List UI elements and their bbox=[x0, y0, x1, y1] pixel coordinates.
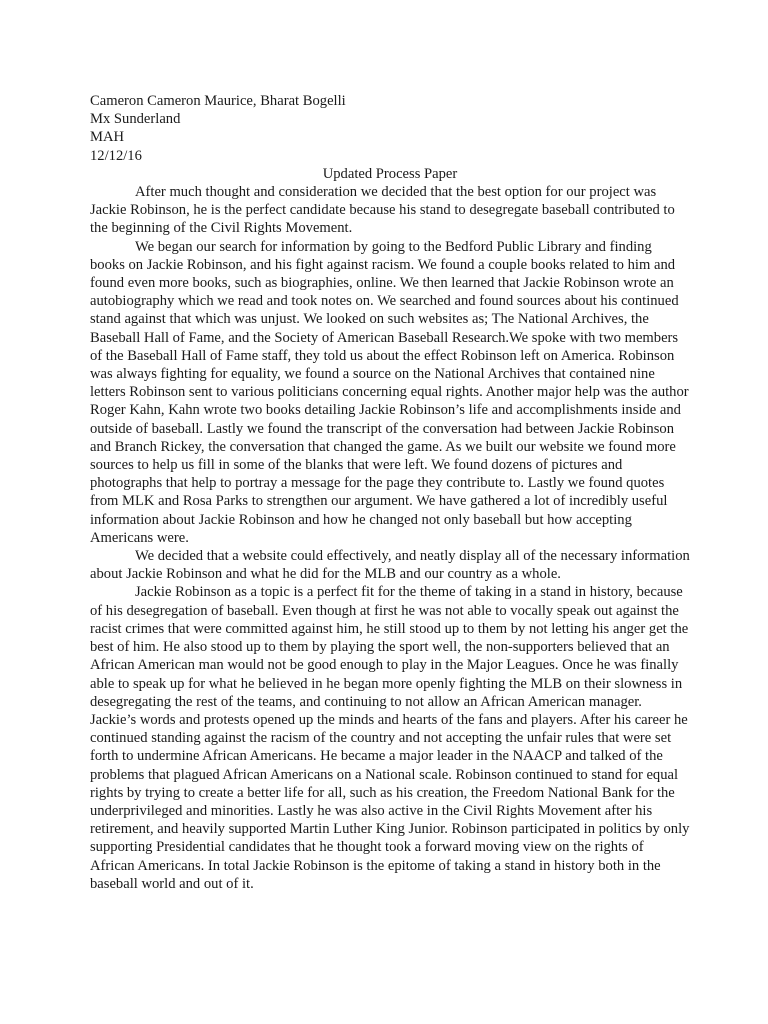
document-page bbox=[90, 92, 690, 893]
body-paragraph-research: We began our search for information by going to the Bedford Public Library and finding books on Jackie Robinson, and his fight against racism. We found a couple books related to him and found even more books, such as biographies, online. We then learned that Jackie Robinson wrote an autobiography which we read and took notes on. We searched and found sources about his continued stand against that which was unjust. We looked on such websites as; The National Archives, the Baseball Hall of Fame, and the Society of American Baseball Research.We spoke with two members of the Baseball Hall of Fame staff, they told us about the effect Robinson left on America. Robinson was always fighting for equality, we found a source on the National Archives that contained nine letters Robinson sent to various politicians concerning equal rights. Another major help was the author Roger Kahn, Kahn wrote two books detailing Jackie Robinson’s life and accomplishments inside and outside of baseball. Lastly we found the transcript of the conversation had between Jackie Robinson and Branch Rickey, the conversation that changed the game. As we built our website we found more sources to help us fill in some of the blanks that were left. We found dozens of pictures and photographs that help to portray a message for the page they contribute to. Lastly we found quotes from MLK and Rosa Parks to strengthen our argument. We have gathered a lot of incredibly useful information about Jackie Robinson and how he changed not only baseball but how accepting Americans were. bbox=[90, 238, 689, 546]
document-title: Updated Process Paper bbox=[322, 165, 458, 182]
teacher-name: Mx Sunderland bbox=[90, 111, 181, 128]
document-date: 12/12/16 bbox=[90, 147, 142, 164]
body-paragraph-intro: After much thought and consideration we decided that the best option for our project was Jackie Robinson, he is the perfect candidate because his stand to desegregate baseball contributed to the beginning of the Civil Rights Movement. bbox=[90, 184, 675, 237]
body-paragraph-theme: Jackie Robinson as a topic is a perfect fit for the theme of taking in a stand in history, because of his desegregation of baseball. Even though at first he was not able to vocally speak out against the racist crimes that were committed against him, he still stood up to them by not letting his anger get the best of him. He also stood up to them by playing the sport well, the non-supporters believed that an African American man would not be good enough to play in the Major Leagues. Once he was finally able to speak up for what he believed in he began more openly fighting the MLB on their slowness in desegregating the rest of the teams, and continuing to not allow an African American manager. Jackie’s words and protests opened up the minds and hearts of the fans and players. After his career he continued standing against the racism of the country and not accepting the unfair rules that were set forth to undermine African Americans. He became a major leader in the NAACP and talked of the problems that plagued African Americans on a National scale. Robinson continued to stand for equal rights by trying to create a better life for all, such as his creation, the Freedom National Bank for the underprivileged and minorities. Lastly he was also active in the Civil Rights Movement after his retirement, and heavily supported Martin Luther King Junior. Robinson participated in politics by only supporting Presidential candidates that he thought took a forward moving view on the rights of African Americans. In total Jackie Robinson is the epitome of taking a stand in history both in the baseball world and out of it. bbox=[90, 584, 690, 892]
body-paragraph-website: We decided that a website could effectively, and neatly display all of the necessary information about Jackie Robinson and what he did for the MLB and our country as a whole. bbox=[90, 548, 690, 583]
class-name: MAH bbox=[90, 129, 125, 146]
author-names: Cameron Cameron Maurice, Bharat Bogelli bbox=[90, 93, 346, 109]
